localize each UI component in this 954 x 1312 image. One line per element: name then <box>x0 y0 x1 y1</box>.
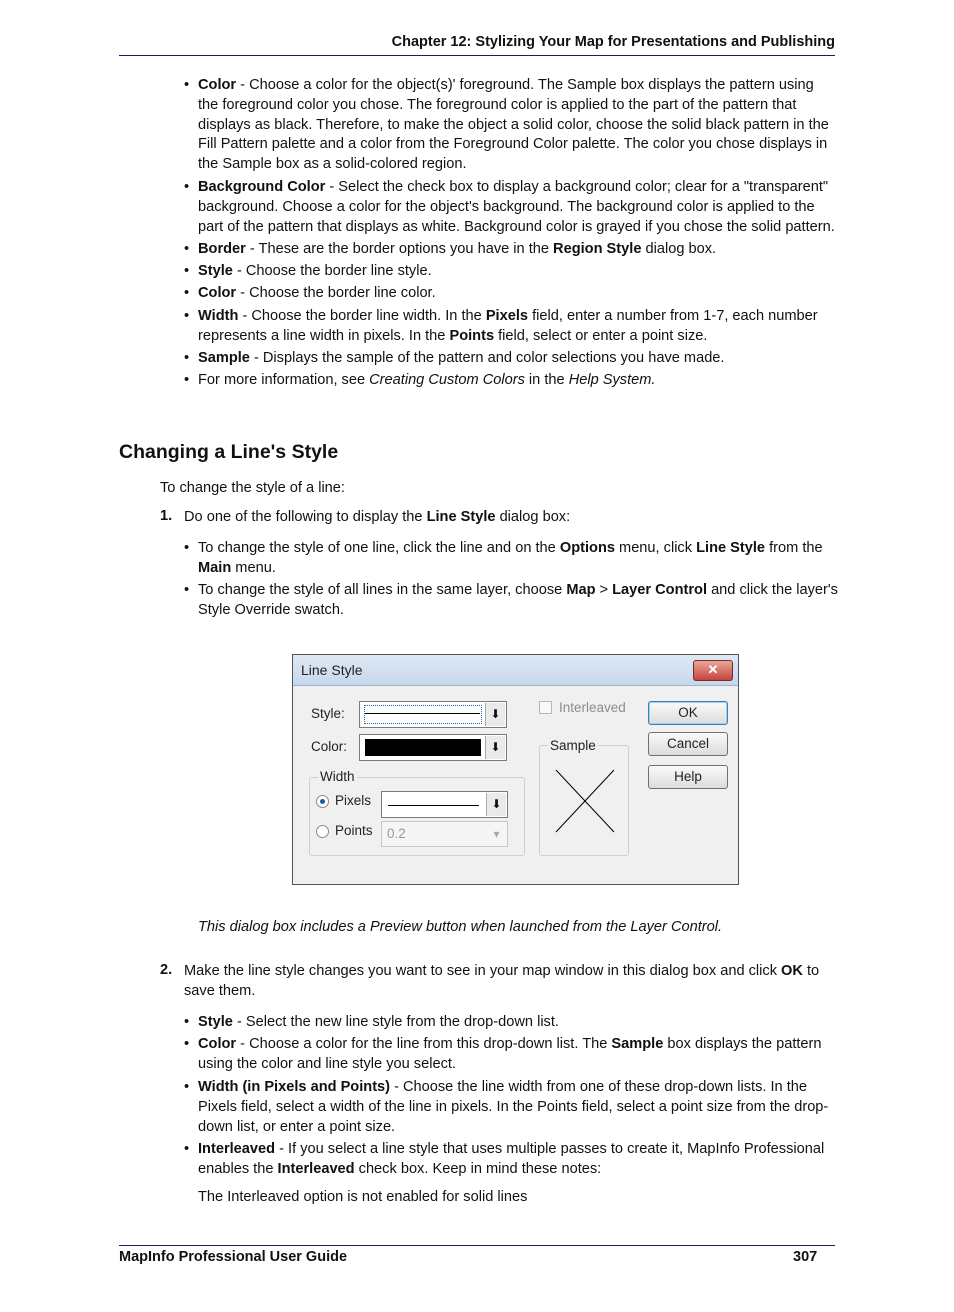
color-swatch <box>365 739 481 756</box>
step-2-bullet-color: • Color - Choose a color for the line from this drop-down list. The Sample box displays the pattern using the color and line style you select. <box>198 1035 838 1075</box>
step-1-number: 1. <box>160 508 173 524</box>
line-style-dialog <box>292 654 739 885</box>
points-dropdown[interactable] <box>381 821 508 847</box>
pixel-width-preview <box>388 805 479 806</box>
step-2-text: Make the line style changes you want to see in your map window in this dialog box and click OK to save them. <box>184 963 820 999</box>
sample-group <box>539 738 629 856</box>
bullet-border-color: • Color - Choose the border line color. <box>198 284 838 304</box>
bullet-background-color: • Background Color - Select the check box to display a background color; clear for a "transparent" background. Choose a color for the object's background. The background color is applied to the part of the pattern that displays as white. Background color is grayed if you chose the solid pattern. <box>198 178 838 237</box>
points-radio[interactable] <box>316 825 329 838</box>
sample-group-label: Sample <box>550 738 596 753</box>
pixels-dropdown[interactable] <box>381 791 508 818</box>
width-group-label: Width <box>320 769 355 784</box>
step-2-number: 2. <box>160 962 173 978</box>
step-1-bullet-all-lines: • To change the style of all lines in the same layer, choose Map > Layer Control and click the layer's Style Override swatch. <box>198 581 838 621</box>
chevron-down-icon: ⬇ <box>485 736 505 759</box>
focus-rect <box>364 705 482 724</box>
ok-button[interactable]: OK <box>648 701 728 725</box>
pixels-radio[interactable] <box>316 795 329 808</box>
figure-caption: This dialog box includes a Preview button when launched from the Layer Control. <box>198 919 723 935</box>
footer-title: MapInfo Professional User Guide <box>119 1249 348 1265</box>
color-label: Color: <box>311 739 348 754</box>
points-label: Points <box>335 823 373 838</box>
close-icon[interactable]: ✕ <box>693 660 733 681</box>
bullet-style: • Style - Choose the border line style. <box>198 262 838 282</box>
header-rule <box>119 55 835 56</box>
chevron-down-icon: ⬇ <box>485 703 505 726</box>
interleaved-note: The Interleaved option is not enabled for solid lines <box>198 1189 528 1205</box>
bullet-border: • Border - These are the border options you have in the Region Style dialog box. <box>198 240 838 260</box>
help-button[interactable]: Help <box>648 765 728 789</box>
bullet-width: • Width - Choose the border line width. In the Pixels field, enter a number from 1-7, each number represents a line width in pixels. In the Points field, select or enter a point size. <box>198 307 838 347</box>
points-value: 0.2 <box>387 826 406 841</box>
pixels-label: Pixels <box>335 793 372 808</box>
color-dropdown[interactable] <box>359 734 507 761</box>
style-dropdown[interactable] <box>359 701 507 728</box>
step-1-text: Do one of the following to display the Line Style dialog box: <box>184 509 571 525</box>
step-2-bullet-style: • Style - Select the new line style from the drop-down list. <box>198 1013 838 1033</box>
chevron-down-icon: ⬇ <box>486 793 506 816</box>
cancel-button[interactable]: Cancel <box>648 732 728 756</box>
footer-rule <box>119 1245 835 1246</box>
bullet-more-info: • For more information, see Creating Custom Colors in the Help System. <box>198 371 838 391</box>
interleaved-label: Interleaved <box>559 700 626 715</box>
step-2-bullet-width: • Width (in Pixels and Points) - Choose the line width from one of these drop-down lists. In the Pixels field, select a width of the line in pixels. In the Points field, select a point size from the drop-down list, or enter a point size. <box>198 1078 838 1137</box>
section-heading: Changing a Line's Style <box>119 441 339 463</box>
dialog-title: Line Style <box>301 662 363 678</box>
bullet-sample: • Sample - Displays the sample of the pattern and color selections you have made. <box>198 349 838 369</box>
step-1-bullet-one-line: • To change the style of one line, click the line and on the Options menu, click Line Style from the Main menu. <box>198 539 838 579</box>
bullet-color: • Color - Choose a color for the object(s)' foreground. The Sample box displays the pattern using the foreground color you chose. The foreground color is applied to the part of the pattern that displays as black. Therefore, to make the object a solid color, choose the solid black pattern in the Fill Pattern palette and a color from the Foreground Color palette. The color you chose displays in the Sample box as a solid-colored region. <box>198 76 838 175</box>
page-number: 307 <box>793 1249 818 1265</box>
step-2-bullet-interleaved: • Interleaved - If you select a line style that uses multiple passes to create it, MapInfo Professional enables the Interleaved check box. Keep in mind these notes: <box>198 1140 838 1180</box>
sample-preview <box>540 746 628 855</box>
chevron-down-icon: ▾ <box>487 823 506 845</box>
interleaved-checkbox[interactable] <box>539 701 552 714</box>
style-label: Style: <box>311 706 345 721</box>
running-header: Chapter 12: Stylizing Your Map for Presentations and Publishing <box>391 34 835 50</box>
intro-text: To change the style of a line: <box>160 480 345 496</box>
dialog-title-bar <box>293 655 738 686</box>
